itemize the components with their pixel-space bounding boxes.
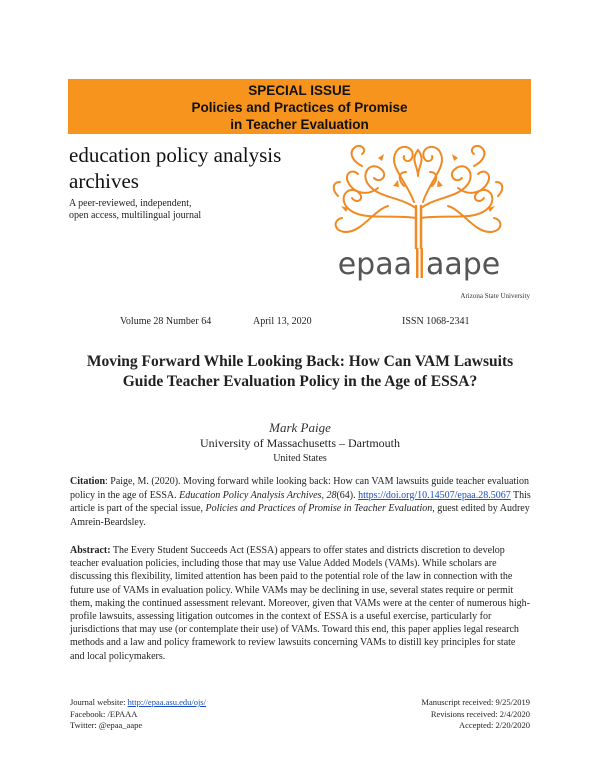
facebook-link[interactable]: Facebook: /EPAAA	[70, 708, 138, 719]
journal-website	[70, 697, 206, 709]
journal-title	[69, 142, 329, 194]
special-issue-banner	[68, 79, 531, 134]
citation-label: Citation	[70, 476, 105, 487]
citation-issue: Policies and Practices of Promise in Teacher Evaluation	[205, 503, 433, 514]
citation-text-4: , guest edited by Audrey Amrein-Beardsley.	[70, 503, 530, 528]
tree-icon	[334, 146, 503, 248]
author-affiliation: University of Massachusetts – Dartmouth	[200, 436, 400, 450]
citation-text-2: (64).	[336, 489, 356, 501]
publication-date: April 13, 2020	[253, 316, 312, 327]
citation-block	[70, 475, 532, 529]
citation-text-1: : Paige, M. (2020). Moving forward while looking back: How can VAM lawsuits guide teacher evaluation policy in the age of ESSA.	[70, 476, 529, 501]
accepted-date: Accepted: 2/20/2020	[458, 720, 530, 730]
abstract-label: Abstract:	[70, 545, 111, 556]
citation-journal: Education Policy Analysis Archives, 28	[179, 489, 337, 501]
doi-link[interactable]: https://doi.org/10.14507/epaa.28.5067	[358, 489, 511, 501]
footer-dates	[421, 697, 530, 732]
volume-number: Volume 28 Number 64	[120, 316, 212, 327]
citation-text-3: This article is part of the special issue,	[70, 489, 531, 514]
footer-links	[70, 697, 206, 732]
leaf-shapes	[341, 154, 495, 212]
abstract-text: The Every Student Succeeds Act (ESSA) appears to offer states and districts discretion to develop teacher evaluation policies, including those that may use Value Added Models (VAMs). While scholars are discussing this flexibility, limited attention has been paid to the potential role of the law in connection with the future use of VAMs in evaluation policy. While VAMs may be declining in use, several states require or permit them, making the continued assessment relevant. Moreover, given that VAMs were at the center of numerous high-profile lawsuits, assessing litigation outcomes in the context of ESSA is a useful exercise, particularly for jurisdictions that may use (or contemplate their use) of VAMs. Toward this end, this paper applies legal research methods and a law and policy framework to review lawsuits concerning VAMs to distill key principles for state and local policymakers.	[70, 545, 530, 662]
revisions-received: Revisions received: 2/4/2020	[430, 708, 530, 719]
issn: ISSN 1068-2341	[402, 316, 470, 327]
journal-subtitle-line-2: open access, multilingual journal	[69, 210, 202, 221]
journal-title-line-1: education policy analysis	[69, 143, 282, 167]
banner-line-1: SPECIAL ISSUE	[248, 83, 351, 98]
author-country: United States	[273, 453, 327, 464]
journal-title-line-2: archives	[69, 169, 139, 193]
manuscript-received: Manuscript received: 9/25/2019	[421, 697, 530, 707]
university-name: Arizona State University	[460, 292, 530, 300]
logo-text-epaa: epaa	[337, 247, 412, 282]
journal-subtitle	[69, 198, 269, 222]
paper-title: Moving Forward While Looking Back: How Can VAM Lawsuits Guide Teacher Evaluation Policy in the Age of ESSA?	[86, 353, 514, 390]
abstract-block	[70, 544, 532, 663]
logo-divider	[416, 248, 419, 278]
journal-subtitle-line-1: A peer-reviewed, independent,	[69, 198, 192, 209]
twitter-link[interactable]: Twitter: @epaa_aape	[70, 720, 143, 730]
website-label: Journal website:	[70, 697, 128, 707]
author-name: Mark Paige	[269, 420, 331, 435]
banner-line-3: in Teacher Evaluation	[230, 117, 369, 132]
banner-line-2: Policies and Practices of Promise	[191, 100, 408, 115]
website-link[interactable]: http://epaa.asu.edu/ojs/	[127, 697, 206, 707]
logo-text-aape: aape	[426, 247, 501, 282]
epaa-aape-logo	[318, 136, 536, 284]
